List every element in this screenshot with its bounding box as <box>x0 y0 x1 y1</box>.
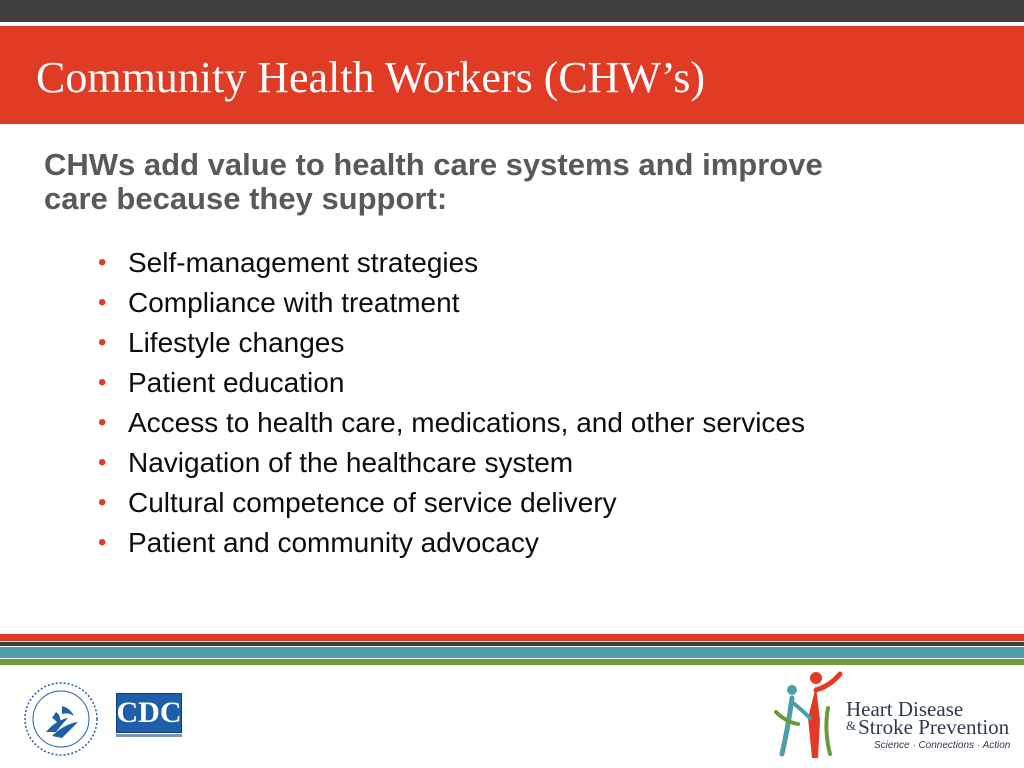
bullet-icon: • <box>98 289 107 316</box>
bullet-text: Compliance with treatment <box>128 287 460 318</box>
bullet-item <box>98 486 878 519</box>
stripe-red <box>0 634 1024 641</box>
people-figures-icon <box>768 668 848 760</box>
cdc-tagline-bar <box>116 734 182 737</box>
bullet-item <box>98 526 878 559</box>
stripe-teal <box>0 647 1024 658</box>
hhs-seal-icon <box>22 680 100 758</box>
bullet-text: Patient education <box>128 367 345 398</box>
stripe-green <box>0 659 1024 665</box>
top-dark-bar <box>0 0 1024 22</box>
bullet-text: Navigation of the healthcare system <box>128 447 574 478</box>
bullet-icon: • <box>98 409 107 436</box>
hdsp-title-line1: Heart Disease <box>846 697 964 721</box>
bullet-item <box>98 446 878 479</box>
hdsp-tagline: Science · Connections · Action <box>874 740 1011 751</box>
stripe-dark <box>0 642 1024 646</box>
hdsp-logo <box>768 668 1018 760</box>
bullet-icon: • <box>98 449 107 476</box>
hdsp-title-line2 <box>846 714 1009 739</box>
bullet-text: Access to health care, medications, and other services <box>128 407 806 438</box>
bullet-icon: • <box>98 369 107 396</box>
bullet-icon: • <box>98 329 107 356</box>
hdsp-title-line2-text: Stroke Prevention <box>858 715 1010 739</box>
bullet-item <box>98 326 878 359</box>
bullet-icon: • <box>98 249 107 276</box>
bullet-text: Patient and community advocacy <box>128 527 539 558</box>
bullet-item <box>98 286 878 319</box>
bullet-text: Self-management strategies <box>128 247 479 278</box>
cdc-logo <box>116 693 182 741</box>
slide-subtitle: CHWs add value to health care systems and improve care because they support: <box>44 147 823 216</box>
bullet-icon: • <box>98 489 107 516</box>
bullet-text: Cultural competence of service delivery <box>128 487 617 518</box>
bullet-icon: • <box>98 529 107 556</box>
bullet-item <box>98 246 878 279</box>
hdsp-ampersand: & <box>846 718 857 733</box>
bullet-item <box>98 366 878 399</box>
cdc-logo-text: CDC <box>116 696 182 729</box>
bullet-list <box>98 246 878 566</box>
bullet-text: Lifestyle changes <box>128 327 345 358</box>
hhs-logo <box>22 680 100 758</box>
slide-title: Community Health Workers (CHW’s) <box>36 53 706 102</box>
footer-stripes <box>0 634 1024 666</box>
bullet-item <box>98 406 878 439</box>
